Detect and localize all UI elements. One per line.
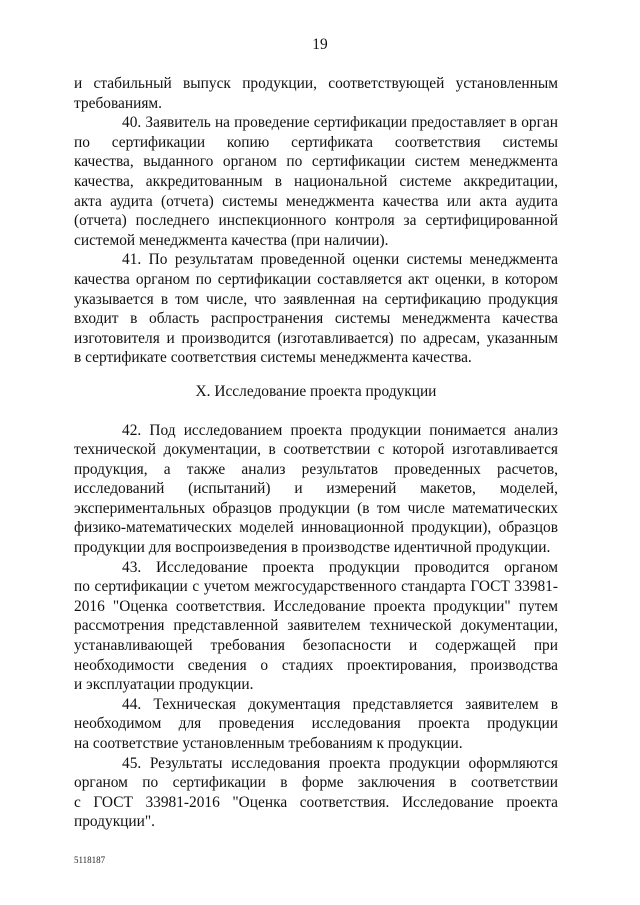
paragraph-item-40	[74, 113, 558, 250]
paragraph-continuation	[74, 74, 558, 113]
text-line: требованиям.	[74, 94, 163, 112]
text-line: рассмотрения представленной заявителем технической документации,	[74, 617, 558, 635]
text-line: и стабильный выпуск продукции, соответствующей установленным	[74, 75, 558, 92]
text-line: 43. Исследование проекта продукции проводится органом	[122, 558, 558, 576]
text-line: с ГОСТ 33981-2016 "Оценка соответствия. Исследование проекта	[74, 793, 558, 811]
text-line: изготовителя и производится (изготавливается) по адресам, указанным	[74, 329, 558, 347]
text-line: указывается в том числе, что заявленная на сертификацию продукция	[74, 290, 558, 308]
text-line: по сертификации с учетом межгосударственного стандарта ГОСТ 33981-	[74, 578, 558, 596]
page-number: 19	[312, 36, 328, 53]
text-line: экспериментальных образцов продукции (в том числе математических	[74, 499, 558, 517]
paragraph-item-43	[74, 558, 558, 695]
text-line: 42. Под исследованием проекта продукции понимается анализ	[122, 421, 558, 439]
text-line: по сертификации копию сертификата соответствия системы	[74, 133, 558, 151]
text-line: физико-математических моделей инновационной продукции), образцов	[74, 519, 558, 537]
text-line: качества, аккредитованным в национальной системе аккредитации,	[74, 172, 558, 190]
text-line: акта аудита (отчета) системы менеджмента качества или акта аудита	[74, 192, 558, 210]
text-line: 41. По результатам проведенной оценки системы менеджмента	[122, 251, 558, 269]
text-line: (отчета) последнего инспекционного контроля за сертифицированной	[74, 212, 558, 230]
text-line: 45. Результаты исследования проекта продукции оформляются	[122, 754, 558, 772]
paragraph-item-44	[74, 695, 558, 754]
text-line: необходимости сведения о стадиях проектирования, производства	[74, 656, 558, 674]
text-line: продукция, а также анализ результатов проведенных расчетов,	[74, 460, 558, 478]
text-line: входит в область распространения системы менеджмента качества	[74, 310, 558, 328]
document-body	[74, 74, 558, 832]
text-line: продукции".	[74, 813, 156, 831]
section-heading: X. Исследование проекта продукции	[195, 382, 437, 400]
paragraph-item-45	[74, 754, 558, 832]
text-line: технической документации, в соответствии с которой изготавливается	[74, 441, 558, 459]
text-line: необходимом для проведения исследования проекта продукции	[74, 715, 558, 733]
text-line: органом по сертификации в форме заключения в соответствии	[74, 774, 558, 792]
text-line: устанавливающей требования безопасности и содержащей при	[74, 637, 558, 655]
paragraph-item-41	[74, 250, 558, 368]
text-line: продукции для воспроизведения в производстве идентичной продукции.	[74, 539, 551, 557]
text-line: в сертификате соответствия системы менеджмента качества.	[74, 349, 472, 367]
paragraph-item-42	[74, 421, 558, 558]
text-line: качества, выданного органом по сертификации систем менеджмента	[74, 153, 558, 171]
text-line: системой менеджмента качества (при наличии).	[74, 231, 389, 249]
text-line: 40. Заявитель на проведение сертификации предоставляет в орган	[122, 114, 558, 132]
text-line: 2016 "Оценка соответствия. Исследование проекта продукции" путем	[74, 597, 558, 615]
document-id: 5118187	[74, 855, 106, 865]
text-line: на соответствие установленным требованиям к продукции.	[74, 735, 463, 752]
text-line: исследований (испытаний) и измерений макетов, моделей,	[74, 480, 558, 498]
text-line: качества органом по сертификации составляется акт оценки, в котором	[74, 270, 558, 288]
text-line: 44. Техническая документация представляется заявителем в	[122, 695, 558, 713]
text-line: и эксплуатации продукции.	[74, 676, 254, 694]
